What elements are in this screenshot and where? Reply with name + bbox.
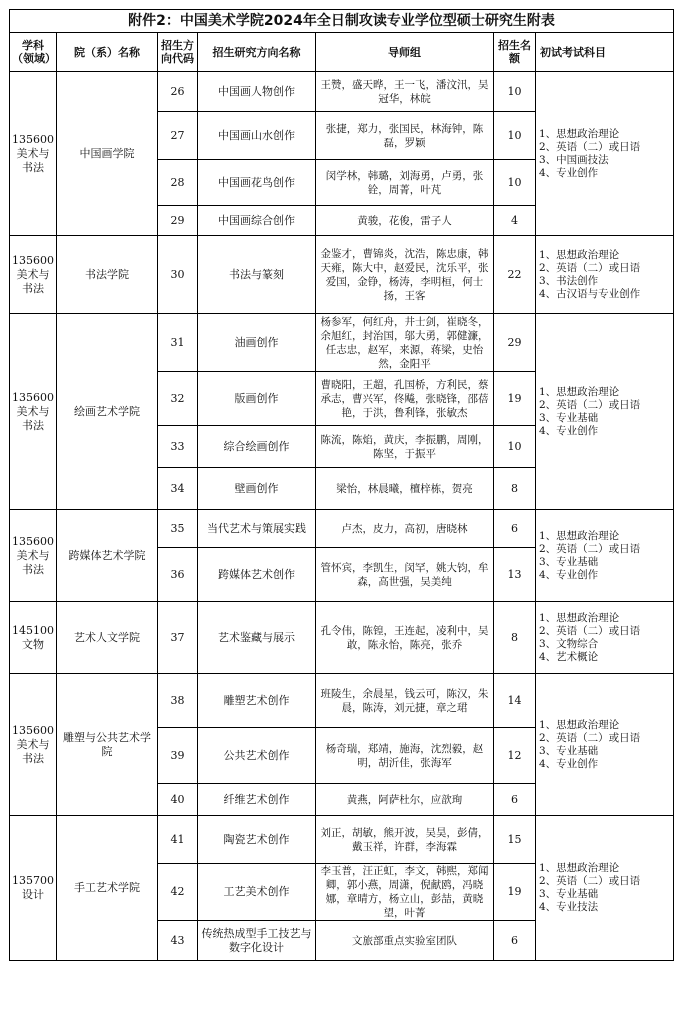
table-row (10, 674, 674, 728)
header-exams: 初试考试科目 (536, 33, 674, 72)
exam-subject: 3、中国画技法 (539, 153, 609, 166)
header-college: 院（系）名称 (57, 33, 158, 72)
exam-subject: 3、专业基础 (539, 411, 599, 424)
exam-subject: 3、专业基础 (539, 744, 599, 757)
supervisors-cell: 杨参军，何红舟，井士剑，崔晓冬，余旭红，封治国，邬大勇，郭健濂，任志忠，赵军，来源，蒋梁，史怡然，金阳平 (316, 314, 494, 372)
college-cell: 中国画学院 (57, 72, 158, 236)
exam-subject: 2、英语（二）或日语 (539, 398, 641, 411)
direction-code-cell: 29 (158, 206, 198, 236)
quota-cell: 10 (494, 72, 536, 112)
direction-name-cell: 中国画人物创作 (198, 72, 316, 112)
table-body (10, 72, 674, 961)
supervisors-cell: 孔令伟，陈锽，王连起，凌利中，吴敢，陈永怡，陈亮，张乔 (316, 602, 494, 674)
quota-cell: 14 (494, 674, 536, 728)
header-quota: 招生名额 (494, 33, 536, 72)
supervisors-cell: 曹晓阳，王超，孔国桥，方利民，蔡承志，曹兴军，佟飚，张晓锋，邵蓓艳，于洪，鲁利锋，张敏杰 (316, 372, 494, 426)
discipline-cell: 145100文物 (10, 602, 57, 674)
exam-subject: 3、专业基础 (539, 555, 599, 568)
exam-subject: 2、英语（二）或日语 (539, 261, 641, 274)
exam-subject: 2、英语（二）或日语 (539, 731, 641, 744)
discipline-cell: 135600美术与书法 (10, 314, 57, 510)
exam-subject: 1、思想政治理论 (539, 718, 620, 731)
header-supervisors: 导师组 (316, 33, 494, 72)
exam-subject: 4、艺术概论 (539, 650, 599, 663)
direction-name-cell: 跨媒体艺术创作 (198, 548, 316, 602)
exam-subject: 4、专业技法 (539, 901, 599, 913)
discipline-cell: 135600美术与书法 (10, 72, 57, 236)
table-row (10, 816, 674, 864)
discipline-cell: 135600美术与书法 (10, 236, 57, 314)
table-row (10, 314, 674, 372)
quota-cell: 4 (494, 206, 536, 236)
direction-name-cell: 版画创作 (198, 372, 316, 426)
supervisors-cell: 闵学林，韩璐，刘海勇，卢勇，张铨，周菁，叶芃 (316, 160, 494, 206)
supervisors-cell: 刘正，胡敏，熊开波，吴昊，彭倩，戴玉祥，许群，李海霖 (316, 816, 494, 864)
table-row (10, 510, 674, 548)
direction-name-cell: 中国画花鸟创作 (198, 160, 316, 206)
supervisors-cell: 杨奇瑞，郑靖，施海，沈烈毅，赵明，胡沂佳，张海军 (316, 728, 494, 784)
exam-subject: 4、专业创作 (539, 757, 599, 770)
supervisors-cell: 卢杰，皮力，高初，唐晓林 (316, 510, 494, 548)
admission-table (9, 9, 674, 961)
exam-subject: 3、书法创作 (539, 274, 599, 287)
exam-subject: 3、文物综合 (539, 637, 599, 650)
direction-name-cell: 雕塑艺术创作 (198, 674, 316, 728)
direction-code-cell: 33 (158, 426, 198, 468)
exam-subjects-cell (536, 674, 674, 816)
direction-name-cell: 工艺美术创作 (198, 864, 316, 921)
direction-name-cell: 油画创作 (198, 314, 316, 372)
direction-name-cell: 中国画山水创作 (198, 112, 316, 160)
exam-subject: 2、英语（二）或日语 (539, 542, 641, 555)
exam-subject: 1、思想政治理论 (539, 127, 620, 140)
direction-name-cell: 中国画综合创作 (198, 206, 316, 236)
college-cell: 艺术人文学院 (57, 602, 158, 674)
direction-code-cell: 30 (158, 236, 198, 314)
supervisors-cell: 班陵生，余晨星，钱云可，陈汉，朱晨，陈涛，刘元捷，章之珺 (316, 674, 494, 728)
direction-code-cell: 26 (158, 72, 198, 112)
direction-code-cell: 41 (158, 816, 198, 864)
exam-subjects-cell (536, 72, 674, 236)
header-direction: 招生研究方向名称 (198, 33, 316, 72)
exam-subjects-cell (536, 314, 674, 510)
direction-code-cell: 28 (158, 160, 198, 206)
quota-cell: 6 (494, 510, 536, 548)
quota-cell: 13 (494, 548, 536, 602)
discipline-cell: 135600美术与书法 (10, 510, 57, 602)
exam-subject: 3、专业基础 (539, 888, 599, 900)
quota-cell: 10 (494, 112, 536, 160)
direction-name-cell: 当代艺术与策展实践 (198, 510, 316, 548)
quota-cell: 10 (494, 426, 536, 468)
direction-code-cell: 37 (158, 602, 198, 674)
quota-cell: 10 (494, 160, 536, 206)
supervisors-cell: 金鉴才，曹锦炎，沈浩，陈忠康，韩天雍，陈大中，赵爱民，沈乐平，张爱国，金铮，杨涛，李明桓，何士扬，王客 (316, 236, 494, 314)
exam-subject: 1、思想政治理论 (539, 385, 620, 398)
college-cell: 跨媒体艺术学院 (57, 510, 158, 602)
quota-cell: 8 (494, 602, 536, 674)
direction-name-cell: 书法与篆刻 (198, 236, 316, 314)
direction-code-cell: 27 (158, 112, 198, 160)
direction-name-cell: 公共艺术创作 (198, 728, 316, 784)
quota-cell: 19 (494, 864, 536, 921)
direction-name-cell: 传统热成型手工技艺与数字化设计 (198, 921, 316, 961)
table-title: 附件2：中国美术学院2024年全日制攻读专业学位型硕士研究生附表 (10, 10, 674, 33)
supervisors-cell: 王赞，盛天晔，王一飞，潘汶汛，吴冠华，林皖 (316, 72, 494, 112)
header-discipline: 学科（领域） (10, 33, 57, 72)
direction-code-cell: 32 (158, 372, 198, 426)
exam-subject: 2、英语（二）或日语 (539, 140, 641, 153)
direction-code-cell: 43 (158, 921, 198, 961)
direction-name-cell: 纤维艺术创作 (198, 784, 316, 816)
exam-subjects-cell (536, 236, 674, 314)
direction-name-cell: 陶瓷艺术创作 (198, 816, 316, 864)
direction-name-cell: 壁画创作 (198, 468, 316, 510)
direction-code-cell: 39 (158, 728, 198, 784)
exam-subject: 1、思想政治理论 (539, 248, 620, 261)
college-cell: 手工艺术学院 (57, 816, 158, 961)
direction-code-cell: 38 (158, 674, 198, 728)
discipline-cell: 135600美术与书法 (10, 674, 57, 816)
exam-subjects-cell (536, 816, 674, 961)
direction-code-cell: 31 (158, 314, 198, 372)
quota-cell: 29 (494, 314, 536, 372)
exam-subject: 1、思想政治理论 (539, 529, 620, 542)
exam-subjects-cell (536, 602, 674, 674)
direction-code-cell: 35 (158, 510, 198, 548)
supervisors-cell: 梁怡，林晨曦，檀梓栋，贺亮 (316, 468, 494, 510)
exam-subjects-cell (536, 510, 674, 602)
quota-cell: 19 (494, 372, 536, 426)
supervisors-cell: 张捷，郑力，张国民，林海钟，陈磊，罗颖 (316, 112, 494, 160)
quota-cell: 22 (494, 236, 536, 314)
supervisors-cell: 陈流，陈焰，黄庆，李振鹏，周刚，陈坚，于振平 (316, 426, 494, 468)
direction-name-cell: 综合绘画创作 (198, 426, 316, 468)
quota-cell: 15 (494, 816, 536, 864)
college-cell: 雕塑与公共艺术学院 (57, 674, 158, 816)
direction-code-cell: 40 (158, 784, 198, 816)
college-cell: 绘画艺术学院 (57, 314, 158, 510)
exam-subject: 4、专业创作 (539, 568, 599, 581)
direction-code-cell: 36 (158, 548, 198, 602)
exam-subject: 4、古汉语与专业创作 (539, 287, 641, 300)
table-row (10, 72, 674, 112)
discipline-cell: 135700设计 (10, 816, 57, 961)
header-row (10, 33, 674, 72)
header-code: 招生方向代码 (158, 33, 198, 72)
quota-cell: 12 (494, 728, 536, 784)
supervisors-cell: 黄骏，花俊，雷子人 (316, 206, 494, 236)
college-cell: 书法学院 (57, 236, 158, 314)
exam-subject: 1、思想政治理论 (539, 862, 620, 874)
supervisors-cell: 文旅部重点实验室团队 (316, 921, 494, 961)
direction-code-cell: 42 (158, 864, 198, 921)
exam-subject: 2、英语（二）或日语 (539, 624, 641, 637)
quota-cell: 6 (494, 921, 536, 961)
table-row (10, 602, 674, 674)
exam-subject: 2、英语（二）或日语 (539, 875, 641, 887)
direction-code-cell: 34 (158, 468, 198, 510)
table-row (10, 236, 674, 314)
exam-subject: 1、思想政治理论 (539, 611, 620, 624)
supervisors-cell: 管怀宾，李凯生，闵罕，姚大钧，牟森，高世强，吴美纯 (316, 548, 494, 602)
quota-cell: 8 (494, 468, 536, 510)
direction-name-cell: 艺术鉴藏与展示 (198, 602, 316, 674)
supervisors-cell: 李玉普，汪正虹，李文，韩熙，郑闻卿，郭小燕，周潇，倪献鸥，冯晓娜，章晴方，杨立山，彭喆，黄晓望，叶菁 (316, 864, 494, 921)
supervisors-cell: 黄燕，阿萨杜尔，应歆珣 (316, 784, 494, 816)
quota-cell: 6 (494, 784, 536, 816)
exam-subject: 4、专业创作 (539, 424, 599, 437)
exam-subject: 4、专业创作 (539, 166, 599, 179)
